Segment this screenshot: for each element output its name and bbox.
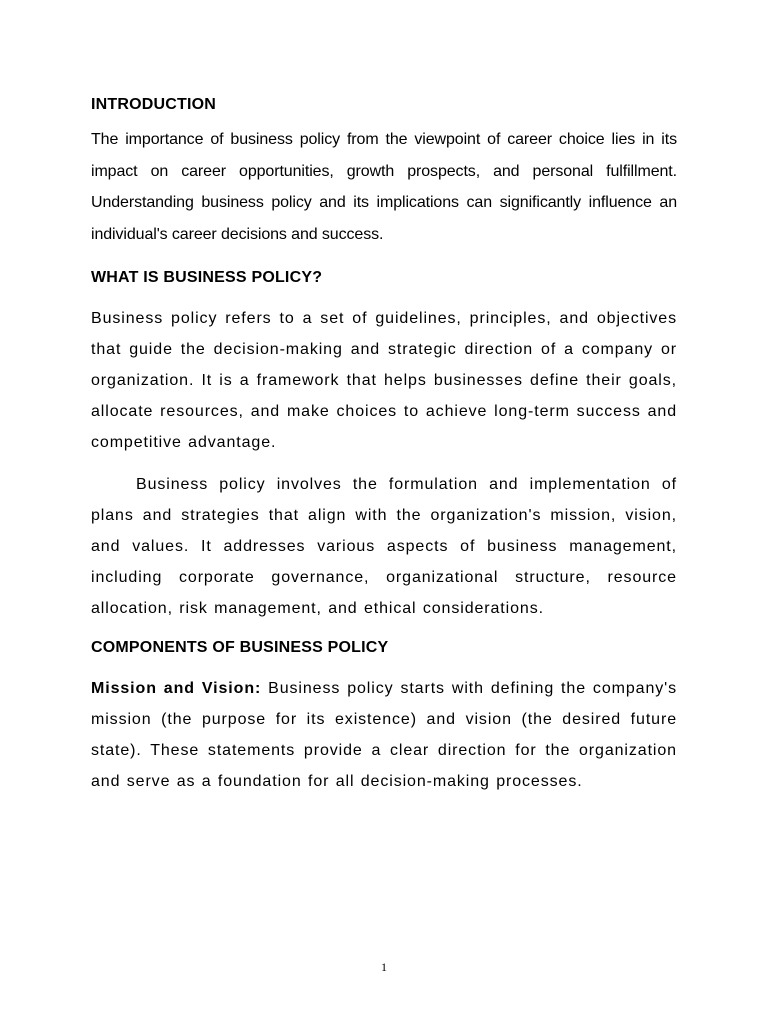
- involves-paragraph: Business policy involves the formulation and implementation of plans and strategies that align with the organization's mission, vision, and values. It addresses various aspects of business management, including corporate governance, organizational structure, resource allocation, risk management, and ethical considerations.: [91, 476, 677, 617]
- section-heading-components: COMPONENTS OF BUSINESS POLICY: [91, 639, 389, 656]
- introduction-paragraph: The importance of business policy from the viewpoint of career choice lies in its impact on career opportunities, growth prospects, and personal fulfillment. Understanding business policy and its implications can significantly influence an individual's career decisions and success.: [91, 131, 677, 243]
- document-body: [91, 92, 677, 797]
- mission-vision-text: Business policy starts with defining the company's mission (the purpose for its existence) and vision (the desired future state). These statements provide a clear direction for the organization and serve as a foundation for all decision-making processes.: [91, 680, 677, 790]
- mission-vision-paragraph: [91, 673, 677, 797]
- page-number: 1: [381, 960, 387, 974]
- section-heading-what-is-business-policy: WHAT IS BUSINESS POLICY?: [91, 269, 323, 286]
- section-heading-introduction: INTRODUCTION: [91, 96, 217, 113]
- mission-vision-term: Mission and Vision:: [91, 680, 262, 697]
- definition-paragraph: Business policy refers to a set of guidelines, principles, and objectives that guide the decision-making and strategic direction of a company or organization. It is a framework that helps businesses define their goals, allocate resources, and make choices to achieve long-term success and competitive advantage.: [91, 310, 677, 451]
